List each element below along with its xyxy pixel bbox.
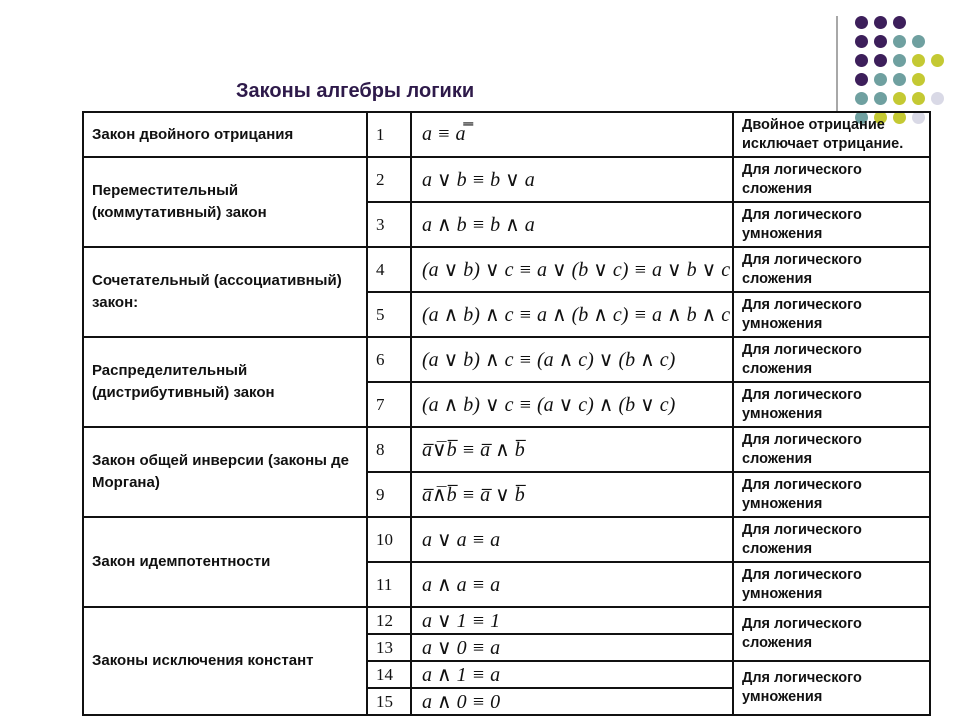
formula: a̅∧̅b̅ ≡ a̅ ∨ b̅ — [411, 472, 733, 517]
decor-dot — [931, 54, 944, 67]
formula: a ∧ b ≡ b ∧ a — [411, 202, 733, 247]
decor-dot — [855, 73, 868, 86]
note: Для логического умножения — [733, 202, 930, 247]
decor-dot — [912, 54, 925, 67]
decor-dot — [874, 73, 887, 86]
note: Для логического умножения — [733, 661, 930, 715]
formula: (a ∨ b) ∧ c ≡ (a ∧ c) ∨ (b ∧ c) — [411, 337, 733, 382]
decor-dot — [855, 35, 868, 48]
row-number: 4 — [367, 247, 411, 292]
table-row — [83, 427, 930, 472]
law-name: Распределительный (дистрибутивный) закон — [83, 337, 367, 427]
decor-dot — [912, 92, 925, 105]
table-row — [83, 247, 930, 292]
decor-dot — [874, 54, 887, 67]
row-number: 10 — [367, 517, 411, 562]
formula: a ∨ b ≡ b ∨ a — [411, 157, 733, 202]
decor-dot — [855, 54, 868, 67]
decor-dot — [874, 35, 887, 48]
table-row — [83, 157, 930, 202]
law-name: Закон двойного отрицания — [83, 112, 367, 157]
note: Для логического умножения — [733, 382, 930, 427]
decor-dot — [893, 16, 906, 29]
note: Для логического сложения — [733, 427, 930, 472]
note: Для логического умножения — [733, 472, 930, 517]
note: Для логического сложения — [733, 337, 930, 382]
decor-dot — [931, 92, 944, 105]
formula: (a ∧ b) ∨ c ≡ (a ∨ c) ∧ (b ∨ c) — [411, 382, 733, 427]
laws-table — [82, 111, 931, 716]
decor-dot — [874, 16, 887, 29]
row-number: 8 — [367, 427, 411, 472]
formula: a ∨ 1 ≡ 1 — [411, 607, 733, 634]
formula: a ∧ a ≡ a — [411, 562, 733, 607]
row-number: 11 — [367, 562, 411, 607]
note: Для логического сложения — [733, 247, 930, 292]
formula: a̅∨̅b̅ ≡ a̅ ∧ b̅ — [411, 427, 733, 472]
formula: a ∨ a ≡ a — [411, 517, 733, 562]
table-row — [83, 112, 930, 157]
decor-dot — [893, 92, 906, 105]
law-name: Закон общей инверсии (законы де Моргана) — [83, 427, 367, 517]
decor-dot — [893, 73, 906, 86]
decor-dot — [855, 92, 868, 105]
decor-dot — [893, 35, 906, 48]
note: Для логического сложения — [733, 157, 930, 202]
row-number: 14 — [367, 661, 411, 688]
decor-dot — [855, 16, 868, 29]
row-number: 12 — [367, 607, 411, 634]
formula: (a ∨ b) ∨ c ≡ a ∨ (b ∨ c) ≡ a ∨ b ∨ c — [411, 247, 733, 292]
law-name: Закон идемпотентности — [83, 517, 367, 607]
formula: a ≡ a̿ — [411, 112, 733, 157]
row-number: 7 — [367, 382, 411, 427]
decor-dot — [912, 35, 925, 48]
table-row — [83, 517, 930, 562]
note: Для логического сложения — [733, 517, 930, 562]
law-name: Сочетательный (ассоциативный) закон: — [83, 247, 367, 337]
row-number: 5 — [367, 292, 411, 337]
formula: a ∧ 0 ≡ 0 — [411, 688, 733, 715]
note: Для логического сложения — [733, 607, 930, 661]
row-number: 1 — [367, 112, 411, 157]
row-number: 2 — [367, 157, 411, 202]
row-number: 15 — [367, 688, 411, 715]
row-number: 13 — [367, 634, 411, 661]
row-number: 3 — [367, 202, 411, 247]
note: Двойное отрицание исключает отрицание. — [733, 112, 930, 157]
formula: (a ∧ b) ∧ c ≡ a ∧ (b ∧ c) ≡ a ∧ b ∧ c — [411, 292, 733, 337]
decor-dot — [874, 92, 887, 105]
page-title: Законы алгебры логики — [236, 80, 475, 102]
decor-dot — [912, 73, 925, 86]
note: Для логического умножения — [733, 562, 930, 607]
divider-line — [836, 16, 838, 112]
decor-dot — [893, 54, 906, 67]
row-number: 9 — [367, 472, 411, 517]
formula: a ∨ 0 ≡ a — [411, 634, 733, 661]
table-row — [83, 607, 930, 634]
formula: a ∧ 1 ≡ a — [411, 661, 733, 688]
law-name: Законы исключения констант — [83, 607, 367, 715]
table-row — [83, 337, 930, 382]
note: Для логического умножения — [733, 292, 930, 337]
row-number: 6 — [367, 337, 411, 382]
law-name: Переместительный (коммутативный) закон — [83, 157, 367, 247]
